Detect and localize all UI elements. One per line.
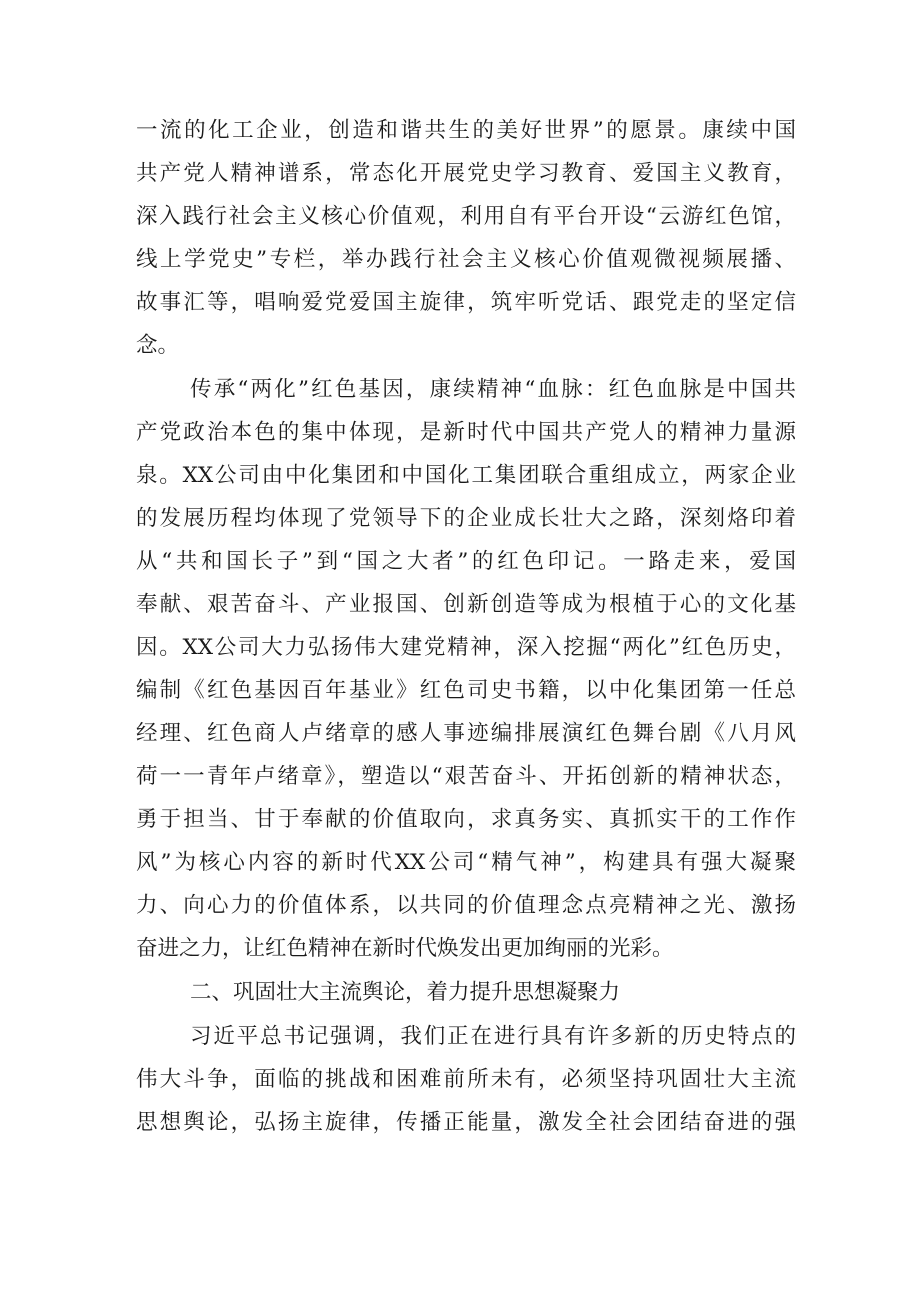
section-heading: 二、巩固壮大主流舆论，着力提升思想凝聚力 [190, 980, 621, 1005]
paragraph-first-line: 习近平总书记强调，我们正在进行具有许多新的历史特点的 [190, 1024, 796, 1049]
text-line: 力、向心力的价值体系，以共同的价值理念点亮精神之光、激扬 [136, 893, 796, 918]
text-line: 的发展历程均体现了党领导下的企业成长壮大之路，深刻烙印着 [136, 506, 796, 531]
text-line: 伟大斗争，面临的挑战和困难前所未有，必须坚持巩固壮大主流 [136, 1067, 796, 1092]
text-line: 产党政治本色的集中体现，是新时代中国共产党人的精神力量源 [136, 420, 796, 445]
text-line: 勇于担当、甘于奉献的价值取向，求真务实、真抓实干的工作作 [136, 807, 796, 832]
text-line: 念。 [136, 333, 180, 358]
text-line: 因。XX公司大力弘扬伟大建党精神，深入挖掘“两化”红色历史， [136, 635, 796, 660]
text-line: 奉献、艰苦奋斗、产业报国、创新创造等成为根植于心的文化基 [136, 592, 796, 617]
text-line: 经理、红色商人卢绪章的感人事迹编排展演红色舞台剧《八月风 [136, 721, 796, 746]
text-line: 从“共和国长子”到“国之大者”的红色印记。一路走来，爱国 [136, 549, 796, 574]
text-line: 一流的化工企业，创造和谐共生的美好世界”的愿景。康续中国 [136, 118, 796, 143]
text-line: 编制《红色基因百年基业》红色司史书籍，以中化集团第一任总 [136, 678, 796, 703]
text-line: 故事汇等，唱响爱党爱国主旋律，筑牢听党话、跟党走的坚定信 [136, 290, 796, 315]
text-line: 共产党人精神谱系，常态化开展党史学习教育、爱国主义教育， [136, 161, 796, 186]
text-line: 思想舆论，弘扬主旋律，传播正能量，激发全社会团结奋进的强 [136, 1110, 796, 1135]
paragraph-first-line: 传承“两化”红色基因，康续精神“血脉：红色血脉是中国共 [190, 377, 796, 402]
text-line: 泉。XX公司由中化集团和中国化工集团联合重组成立，两家企业 [136, 463, 796, 488]
text-line: 奋进之力，让红色精神在新时代焕发出更加绚丽的光彩。 [136, 936, 674, 961]
text-line: 风”为核心内容的新时代XX公司“精气神”，构建具有强大凝聚 [136, 850, 796, 875]
text-line: 线上学党史”专栏，举办践行社会主义核心价值观微视频展播、 [136, 247, 796, 272]
text-line: 深入践行社会主义核心价值观，利用自有平台开设“云游红色馆， [136, 204, 796, 229]
text-line: 荷一一青年卢绪章》，塑造以“艰苦奋斗、开拓创新的精神状态， [136, 764, 796, 789]
